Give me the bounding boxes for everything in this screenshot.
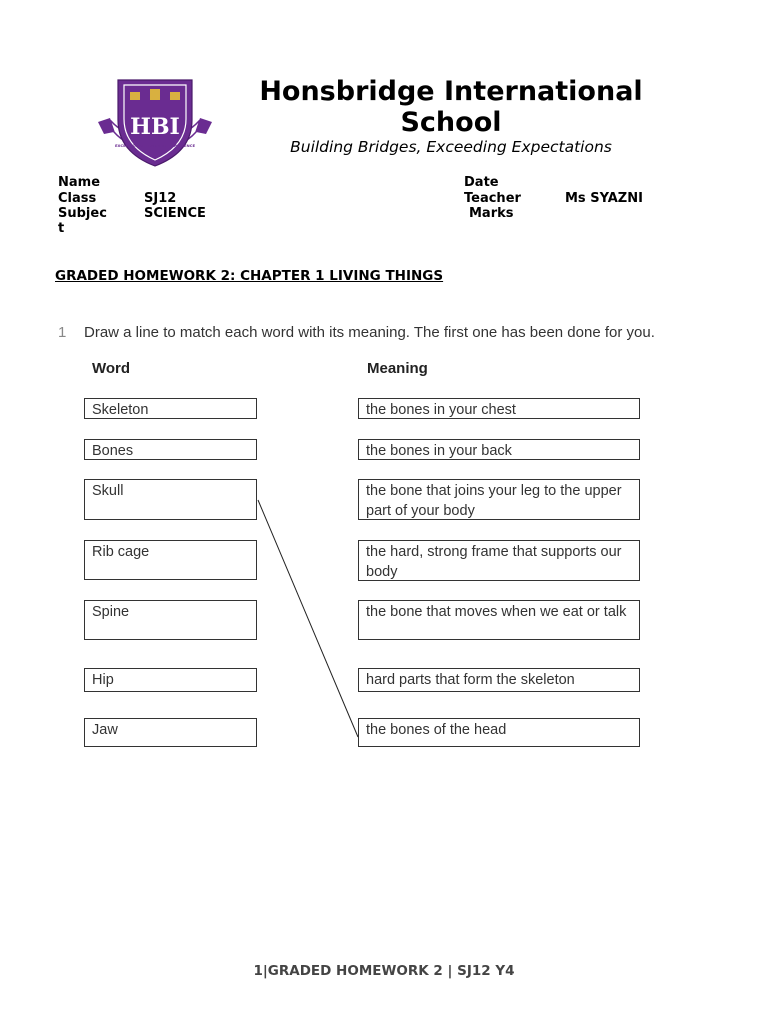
subject-value: SCIENCE <box>144 206 206 221</box>
page-footer: 1|GRADED HOMEWORK 2 | SJ12 Y4 <box>253 963 515 979</box>
meaning-box-moves: the bone that moves when we eat or talk <box>358 600 640 640</box>
name-label: Name <box>58 175 101 190</box>
homework-title: GRADED HOMEWORK 2: CHAPTER 1 LIVING THINGS <box>55 268 444 284</box>
word-column-header: Word <box>92 360 131 377</box>
subject-label-line1: Subjec <box>58 206 107 221</box>
question-instruction: Draw a line to match each word with its meaning. The first one has been done for you. <box>84 324 655 341</box>
class-value: SJ12 <box>144 191 177 206</box>
class-label: Class <box>58 191 97 206</box>
meaning-column-header: Meaning <box>367 360 428 377</box>
meaning-box-back: the bones in your back <box>358 439 640 460</box>
school-logo <box>96 76 214 168</box>
logo-initials: HBI <box>130 114 180 140</box>
meaning-box-hip-joint: the bone that joins your leg to the upper part of your body <box>358 479 640 520</box>
question-number: 1 <box>58 324 67 341</box>
teacher-value: Ms SYAZNI <box>565 191 643 206</box>
subject-label-line2: t <box>58 221 65 236</box>
word-box-skull: Skull <box>84 479 257 520</box>
teacher-label: Teacher <box>464 191 521 206</box>
logo-ribbon-text: EXCEPTIONAL LEARNING EXPERIENCE <box>114 143 196 148</box>
marks-label: Marks <box>469 206 514 221</box>
word-box-skeleton: Skeleton <box>84 398 257 419</box>
word-box-rib-cage: Rib cage <box>84 540 257 580</box>
word-box-spine: Spine <box>84 600 257 640</box>
school-name: Honsbridge International School <box>259 76 643 138</box>
date-label: Date <box>464 175 499 190</box>
meaning-box-head: the bones of the head <box>358 718 640 747</box>
meaning-box-chest: the bones in your chest <box>358 398 640 419</box>
word-box-jaw: Jaw <box>84 718 257 747</box>
subject-label <box>58 206 107 236</box>
school-motto: Building Bridges, Exceeding Expectations <box>290 138 612 156</box>
word-box-bones: Bones <box>84 439 257 460</box>
word-box-hip: Hip <box>84 668 257 692</box>
meaning-box-frame: the hard, strong frame that supports our body <box>358 540 640 581</box>
meaning-box-hard-parts: hard parts that form the skeleton <box>358 668 640 692</box>
